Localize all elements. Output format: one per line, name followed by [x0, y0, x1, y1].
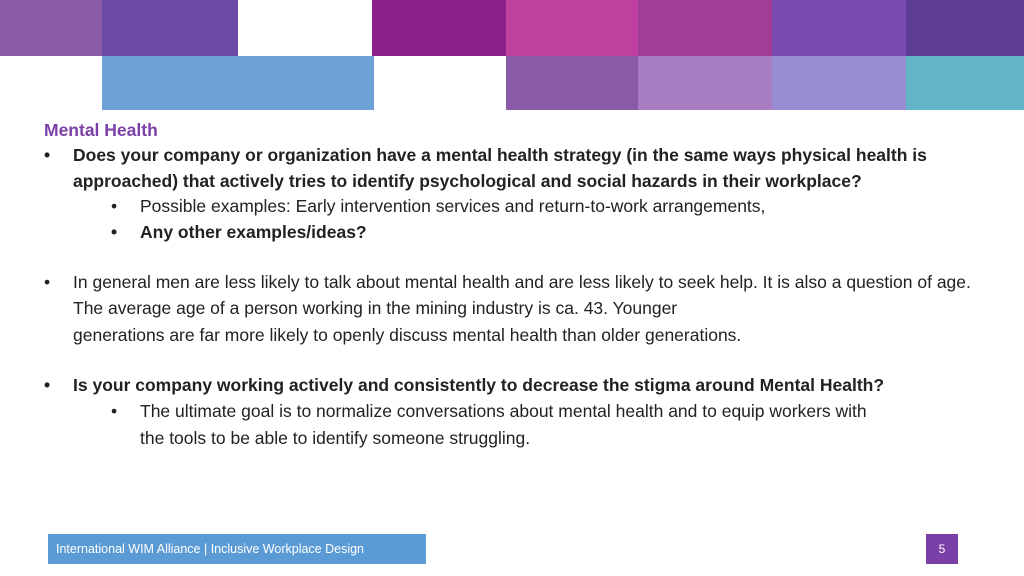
footer-bar: International WIM Alliance | Inclusive Workplace Design: [48, 534, 426, 564]
slide-body: [44, 118, 1004, 453]
banner-tile: [506, 0, 638, 56]
sub-bullet-examples: • Possible examples: Early intervention services and return-to-work arrangements,: [111, 194, 1004, 220]
page-number: 5: [926, 534, 958, 564]
bullet-text-line: the tools to be able to identify someone struggling.: [140, 428, 531, 448]
banner-tile: [772, 0, 906, 56]
banner-tile: [0, 0, 102, 56]
banner-tile: [638, 0, 772, 56]
banner-tile: [638, 56, 772, 110]
bullet-text-line: generations are far more likely to openly discuss mental health than older generations.: [73, 325, 742, 345]
banner-tile: [102, 56, 374, 110]
question-stigma: • Is your company working actively and consistently to decrease the stigma around Mental Health?: [44, 373, 1004, 399]
sub-bullet-other-ideas: • Any other examples/ideas?: [111, 220, 1004, 246]
banner-tile: [506, 56, 638, 110]
banner-tile: [906, 56, 1024, 110]
question-mental-health-strategy: • Does your company or organization have a mental health strategy (in the same ways physical health is approached) that actively tries to identify psychological and social hazards in their workplace?: [44, 143, 1004, 194]
bullet-text-line: • The ultimate goal is to normalize conversations about mental health and to equip workers with: [140, 400, 867, 421]
banner-tile: [772, 56, 906, 110]
banner-tile: [372, 0, 506, 56]
header-banner: [0, 0, 1024, 110]
sub-bullet-ultimate-goal: [111, 399, 1004, 454]
bullet-text-line: • In general men are less likely to talk about mental health and are less likely to seek help. It is also a question of age. The average age of a person working in the mining industry is ca. 43. Younger: [73, 272, 971, 318]
bullet-men-and-age: [44, 270, 1004, 350]
section-title: Mental Health: [44, 120, 158, 140]
banner-tile: [102, 0, 238, 56]
banner-tile: [906, 0, 1024, 56]
